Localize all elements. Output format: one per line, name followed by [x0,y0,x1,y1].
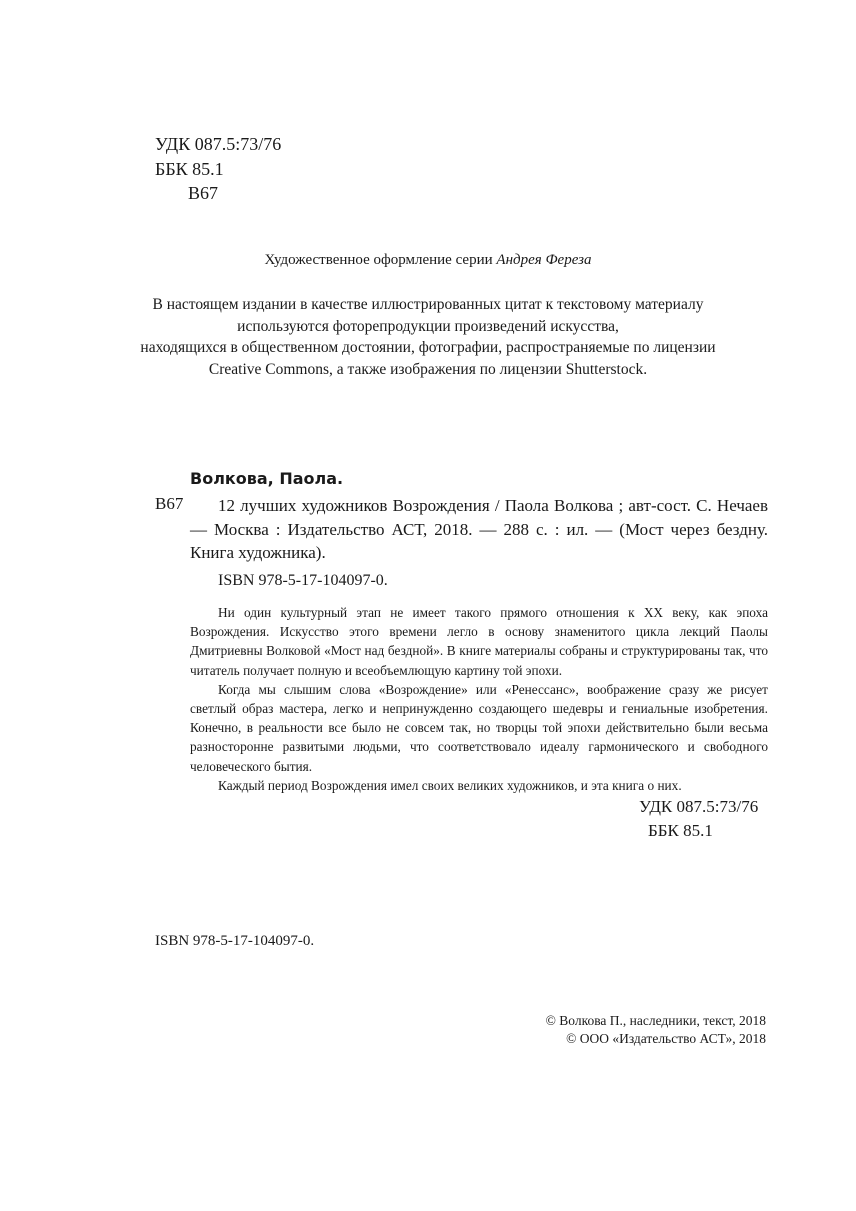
annotation-paragraph: Каждый период Возрождения имел своих великих художников, и эта книга о них. [218,777,682,793]
isbn-record: ISBN 978-5-17-104097-0. [218,572,388,589]
design-credit-text: Художественное оформление серии [264,252,497,268]
notice-line: В настоящем издании в качестве иллюстрированных цитат к текстовому материалу [152,296,704,313]
udk-top: УДК 087.5:73/76 [155,134,282,154]
annotation-paragraph: Когда мы слышим слова «Возрождение» или «Ренессанс», воображение сразу же рисует светлый образ мастера, легко и непринужденно создающего шедевры и гениальные изобретения. Конечно, в реальности все было не совсем так, но творцы той эпохи действительно были весьма разносторонне развитыми людьми, что соответствовало идеалу гармонического и свободного человеческого бытия. [190,681,768,774]
udk-right: УДК 087.5:73/76 [639,797,759,816]
design-credit [120,250,736,270]
author-heading: Волкова, Паола. [190,469,344,488]
designer-name: Андрея Фереза [496,252,592,268]
author-code-top: В67 [188,183,219,203]
annotation-paragraph: Ни один культурный этап не имеет такого прямого отношения к ХХ веку, как эпоха Возрождения. Искусство этого времени легло в основу знаменитого цикла лекций Паолы Дмитриевны Волковой «Мост над бездной». В книге материалы собраны и структурированы так, что читатель получает полную и всеобъемлющую картину той эпохи. [190,605,768,678]
isbn-bottom: ISBN 978-5-17-104097-0. [155,933,315,949]
copyright-block [520,1012,766,1048]
notice-line: используются фоторепродукции произведений искусства, [237,317,619,335]
illustration-notice [120,294,736,380]
bibliographic-description: 12 лучших художников Возрождения / Паола Волкова ; авт-сост. С. Нечаев — Москва : Издательство АСТ, 2018. — 288 с. : ил. — (Мост через бездну. Книга художника). [190,496,768,562]
annotation [190,603,768,795]
bbk-top: ББК 85.1 [155,159,224,179]
notice-line: Creative Commons, а также изображения по лицензии Shutterstock. [208,360,648,378]
copyright-line: © Волкова П., наследники, текст, 2018 [545,1013,766,1028]
notice-line: находящихся в общественном достоянии, фотографии, распространяемые по лицензии [140,339,716,356]
bbk-right: ББК 85.1 [648,821,713,840]
copyright-line: © ООО «Издательство АСТ», 2018 [566,1031,766,1046]
author-code: В67 [155,494,184,513]
